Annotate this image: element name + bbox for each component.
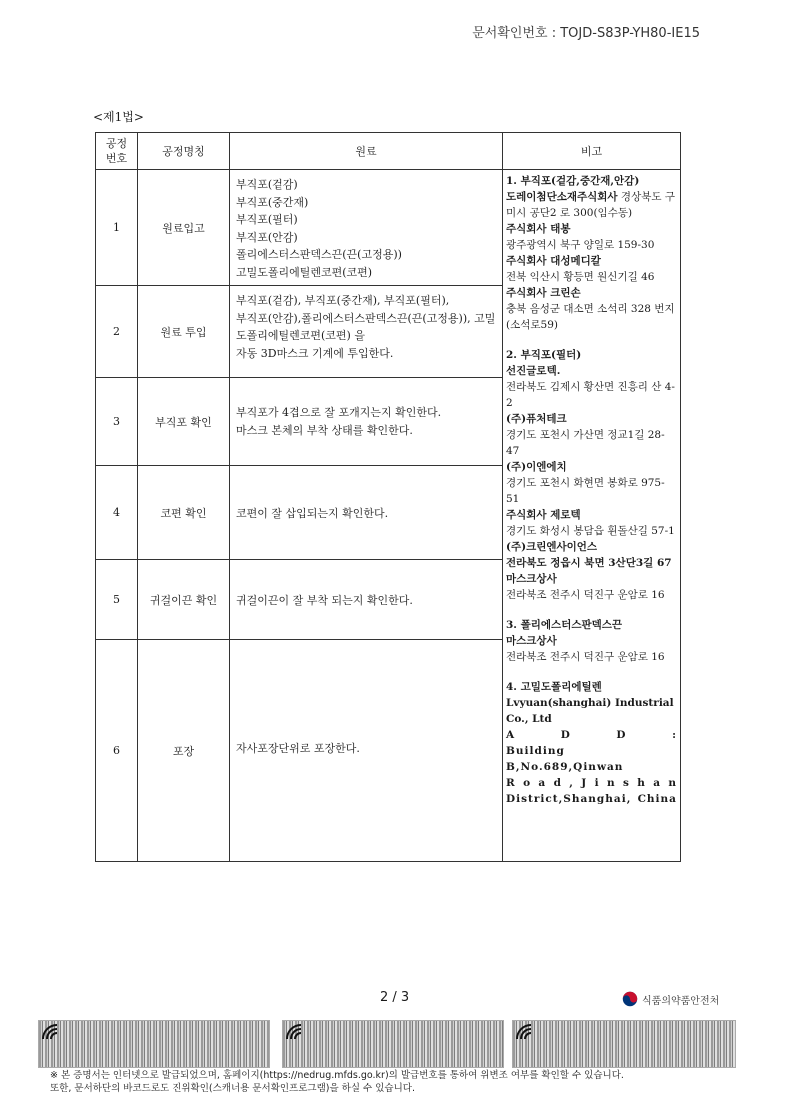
material-line: 부직포(중간재) [236,195,309,209]
supplier-address: 경기도 화성시 봉담읍 휜돌산길 57-1 [506,525,675,537]
supplier-address: 경기도 포천시 화현면 봉화로 975-51 [506,477,665,505]
process-number: 2 [96,286,138,378]
material-line: 부직포(겉감), 부직포(중간재), 부직포(필터), [236,294,450,307]
supplier-company: 도레이첨단소재주식회사 [506,191,618,203]
supplier-address: 광주광역시 북구 양일로 159-30 [506,239,655,251]
supplier-address-line: A D D : [506,729,677,741]
supplier-section [506,347,677,603]
material-line: 부직포(안감),폴리에스터스판덱스끈(끈(고정용)), 고밀 [236,311,496,325]
process-materials [230,466,503,560]
material-line: 자동 3D마스크 기계에 투입한다. [236,346,394,360]
material-line: 부직포(필터) [236,213,298,226]
material-line: 부직포(겉감) [236,178,298,191]
supplier-remarks [503,170,681,862]
material-line: 고밀도폴리에틸렌코편(코편) [236,265,373,279]
process-name: 부직포 확인 [138,378,230,466]
supplier-section [506,679,677,807]
process-materials [230,640,503,862]
header-process-number: 공정 번호 [96,133,138,170]
taegeuk-emblem-icon [622,991,638,1007]
mfds-logo [622,991,719,1007]
page-number: 2 / 3 [380,990,410,1005]
material-line: 자사포장단위로 포장한다. [236,742,360,755]
supplier-company: (주)퓨처테크 [506,413,567,425]
supplier-address-line: Building B,No.689,Qinwan [506,745,624,773]
process-name: 코편 확인 [138,466,230,560]
process-materials [230,170,503,286]
process-materials [230,560,503,640]
method-label: <제1법> [93,110,144,124]
footer-line-1: ※ 본 증명서는 인터넷으로 발급되었으며, 홈페이지(https://nedrug.mfds.go.kr)의 발급번호를 통하여 위변조 여부를 확인할 수 있습니다. [50,1070,624,1081]
barcode-3 [512,1020,736,1068]
process-name: 원료입고 [138,170,230,286]
logo-text: 식품의약품안전처 [642,995,720,1007]
material-line: 코편이 잘 삽입되는지 확인한다. [236,506,389,520]
supplier-address: 경상북도 구미시 공단2 로 300(임수동) [506,191,675,219]
barcode-1 [38,1020,270,1068]
header-process-name: 공정명칭 [138,133,230,170]
supplier-address: 충북 음성군 대소면 소석리 328 번지(소석로59) [506,303,675,331]
table-row [96,170,681,286]
header-remarks: 비고 [503,133,681,170]
supplier-address-line: R o a d , J i n s h a n [506,777,677,789]
finder-pattern-icon [41,1023,59,1041]
supplier-address: 전북 익산시 황등면 원신기길 46 [506,271,655,283]
process-number: 4 [96,466,138,560]
supplier-address-line: District,Shanghai, China [506,793,677,805]
supplier-section-title: 4. 고밀도폴리에틸렌 [506,681,602,693]
material-line: 귀걸이끈이 잘 부착 되는지 확인한다. [236,593,413,607]
supplier-company: Lvyuan(shanghai) Industrial Co., Ltd [506,697,674,725]
supplier-address: 전라북조 전주시 덕진구 운암로 16 [506,589,665,601]
header-materials: 원료 [230,133,503,170]
process-number: 1 [96,170,138,286]
material-line: 마스크 본체의 부착 상태를 확인한다. [236,423,413,437]
process-name: 귀걸이끈 확인 [138,560,230,640]
material-line: 부직포가 4겹으로 잘 포개지는지 확인한다. [236,406,442,419]
supplier-company: 주식회사 크린손 [506,287,581,299]
supplier-address: 전라북도 김제시 황산면 진흥리 산 4-2 [506,381,675,409]
supplier-section [506,173,677,333]
supplier-company: 주식회사 제로텍 [506,509,581,521]
supplier-company: 주식회사 태봉 [506,223,571,235]
barcode-2 [282,1020,504,1068]
supplier-section-title: 2. 부직포(필터) [506,349,582,361]
process-number: 6 [96,640,138,862]
footer-notice [50,1069,624,1095]
supplier-company: 마스크상사 [506,635,557,647]
supplier-address: 경기도 포천시 가산면 정교1길 28-47 [506,429,665,457]
material-line: 폴리에스터스판덱스끈(끈(고정용)) [236,248,402,261]
process-name: 포장 [138,640,230,862]
supplier-company: (주)이엔에치 [506,461,567,473]
table-header-row [96,133,681,170]
supplier-company: (주)크린엔사이언스 [506,541,598,553]
document-number: 문서확인번호 : TOJD-S83P-YH80-IE15 [472,26,700,41]
process-number: 3 [96,378,138,466]
finder-pattern-icon [515,1023,533,1041]
footer-line-2: 또한, 문서하단의 바코드로도 진위확인(스캐너용 문서확인프로그램)을 하실 수 있습니다. [50,1083,415,1094]
material-line: 도폴리에틸렌코편(코편) 을 [236,329,365,342]
finder-pattern-icon [285,1023,303,1041]
process-materials [230,378,503,466]
supplier-company: 주식회사 대성메디칼 [506,255,601,267]
process-materials [230,286,503,378]
process-number: 5 [96,560,138,640]
material-line: 부직포(안감) [236,230,298,244]
supplier-section-title: 1. 부직포(겉감,중간재,안감) [506,175,640,187]
supplier-company: 선진글로텍. [506,365,561,377]
supplier-company: 마스크상사 [506,573,557,585]
supplier-section-title: 3. 폴리에스터스판덱스끈 [506,619,623,631]
supplier-address: 전라북조 전주시 덕진구 운암로 16 [506,651,665,663]
process-name: 원료 투입 [138,286,230,378]
supplier-address: 전라북도 정읍시 북면 3산단3길 67 [506,557,672,569]
supplier-section [506,617,677,665]
process-table [95,132,681,862]
